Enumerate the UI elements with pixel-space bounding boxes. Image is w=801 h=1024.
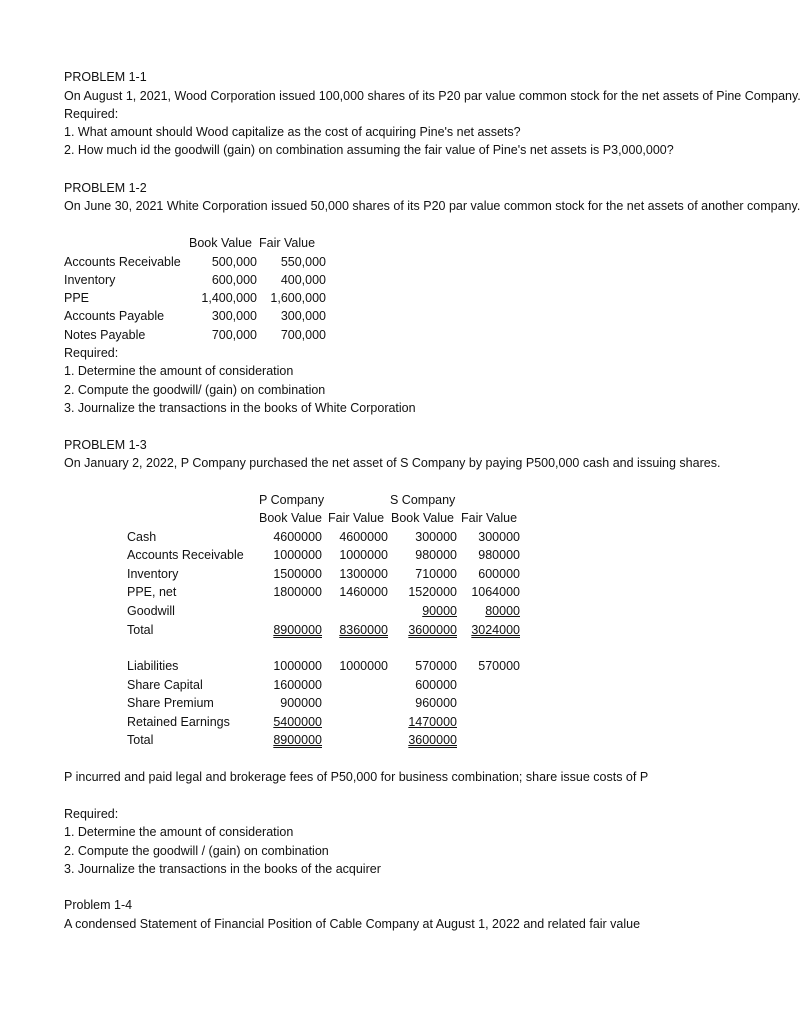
p-fair-value: 1000000 — [339, 659, 388, 673]
s-book-value: 1520000 — [408, 585, 457, 599]
problem-1-3-title: PROBLEM 1-3 — [64, 438, 147, 452]
p-fair-value: 1460000 — [339, 585, 388, 599]
s-fair-value: 3024000 — [471, 623, 520, 637]
p-book-value: 1600000 — [273, 678, 322, 692]
problem-1-3-text: On January 2, 2022, P Company purchased the net asset of S Company by paying P500,000 cash and issuing shares. — [64, 456, 721, 470]
row-label: Share Capital — [127, 678, 203, 692]
p-fair-value: 1000000 — [339, 548, 388, 562]
book-value: 500,000 — [211, 255, 257, 269]
book-value: 700,000 — [211, 328, 257, 342]
row-label: Notes Payable — [64, 328, 146, 342]
problem-1-1-q1: 1. What amount should Wood capitalize as the cost of acquiring Pine's net assets? — [64, 125, 521, 139]
s-fair-value: 1064000 — [471, 585, 520, 599]
s-book-value: 710000 — [415, 567, 457, 581]
fair-value: 550,000 — [280, 255, 326, 269]
problem-1-2-text: On June 30, 2021 White Corporation issued 50,000 shares of its P20 par value common stock for the net assets of another company. — [64, 199, 801, 213]
fair-value: 400,000 — [280, 273, 326, 287]
s-book-value: 3600000 — [408, 623, 457, 637]
p-company-header: P Company — [259, 493, 325, 507]
book-value: 300,000 — [211, 309, 257, 323]
p-fair-value-header: Fair Value — [328, 511, 385, 525]
p-book-value: 1000000 — [273, 548, 322, 562]
problem-1-2-required: Required: — [64, 346, 119, 360]
row-label: Share Premium — [127, 696, 214, 710]
row-label: Liabilities — [127, 659, 179, 673]
fair-value: 1,600,000 — [270, 291, 326, 305]
s-fair-value: 600000 — [478, 567, 520, 581]
p2-header-book-value: Book Value — [189, 236, 253, 250]
s-company-header: S Company — [390, 493, 456, 507]
row-label: Goodwill — [127, 604, 175, 618]
book-value: 600,000 — [211, 273, 257, 287]
p-book-value: 1800000 — [273, 585, 322, 599]
p2-header-fair-value: Fair Value — [259, 236, 316, 250]
row-label: Accounts Payable — [64, 309, 165, 323]
row-label: Inventory — [64, 273, 116, 287]
problem-1-4-text: A condensed Statement of Financial Position of Cable Company at August 1, 2022 and related fair value — [64, 917, 641, 931]
problem-1-1-required: Required: — [64, 107, 119, 121]
problem-1-3-q1: 1. Determine the amount of consideration — [64, 825, 294, 839]
p-fair-value: 8360000 — [339, 623, 388, 637]
s-book-value: 90000 — [422, 604, 457, 618]
p-book-value: 900000 — [280, 696, 322, 710]
book-value: 1,400,000 — [201, 291, 257, 305]
problem-1-2-q1: 1. Determine the amount of consideration — [64, 364, 294, 378]
problem-1-4-title: Problem 1-4 — [64, 898, 133, 912]
s-book-value: 300000 — [415, 530, 457, 544]
s-book-value: 960000 — [415, 696, 457, 710]
row-label: PPE, net — [127, 585, 177, 599]
p-book-value: 5400000 — [273, 715, 322, 729]
problem-1-2-q2: 2. Compute the goodwill/ (gain) on combination — [64, 383, 326, 397]
problem-1-1-text: On August 1, 2021, Wood Corporation issued 100,000 shares of its P20 par value common stock for the net assets of Pine Company. — [64, 89, 801, 103]
row-label: Total — [127, 733, 154, 747]
s-book-value: 3600000 — [408, 733, 457, 747]
row-label: Retained Earnings — [127, 715, 230, 729]
problem-1-2-q3: 3. Journalize the transactions in the books of White Corporation — [64, 401, 416, 415]
p-book-value-header: Book Value — [259, 511, 323, 525]
s-book-value: 1470000 — [408, 715, 457, 729]
s-fair-value: 980000 — [478, 548, 520, 562]
row-label: Inventory — [127, 567, 179, 581]
problem-1-3-note: P incurred and paid legal and brokerage fees of P50,000 for business combination; share issue costs of P — [64, 770, 649, 784]
p-fair-value: 1300000 — [339, 567, 388, 581]
problem-1-1-title: PROBLEM 1-1 — [64, 70, 147, 84]
s-book-value-header: Book Value — [391, 511, 455, 525]
s-book-value: 600000 — [415, 678, 457, 692]
s-book-value: 570000 — [415, 659, 457, 673]
problem-1-3-q2: 2. Compute the goodwill / (gain) on combination — [64, 844, 329, 858]
row-label: Cash — [127, 530, 157, 544]
s-fair-value-header: Fair Value — [461, 511, 518, 525]
p-book-value: 1000000 — [273, 659, 322, 673]
s-fair-value: 570000 — [478, 659, 520, 673]
row-label: Accounts Receivable — [127, 548, 244, 562]
row-label: Accounts Receivable — [64, 255, 181, 269]
s-book-value: 980000 — [415, 548, 457, 562]
s-fair-value: 300000 — [478, 530, 520, 544]
p-book-value: 4600000 — [273, 530, 322, 544]
p-book-value: 8900000 — [273, 623, 322, 637]
problem-1-3-q3: 3. Journalize the transactions in the books of the acquirer — [64, 862, 381, 876]
p-fair-value: 4600000 — [339, 530, 388, 544]
fair-value: 300,000 — [280, 309, 326, 323]
problem-1-1-q2: 2. How much id the goodwill (gain) on combination assuming the fair value of Pine's net assets is P3,000,000? — [64, 143, 674, 157]
row-label: PPE — [64, 291, 90, 305]
fair-value: 700,000 — [280, 328, 326, 342]
row-label: Total — [127, 623, 154, 637]
p-book-value: 8900000 — [273, 733, 322, 747]
s-fair-value: 80000 — [485, 604, 520, 618]
problem-1-3-required: Required: — [64, 807, 119, 821]
p-book-value: 1500000 — [273, 567, 322, 581]
problem-1-2-title: PROBLEM 1-2 — [64, 181, 147, 195]
